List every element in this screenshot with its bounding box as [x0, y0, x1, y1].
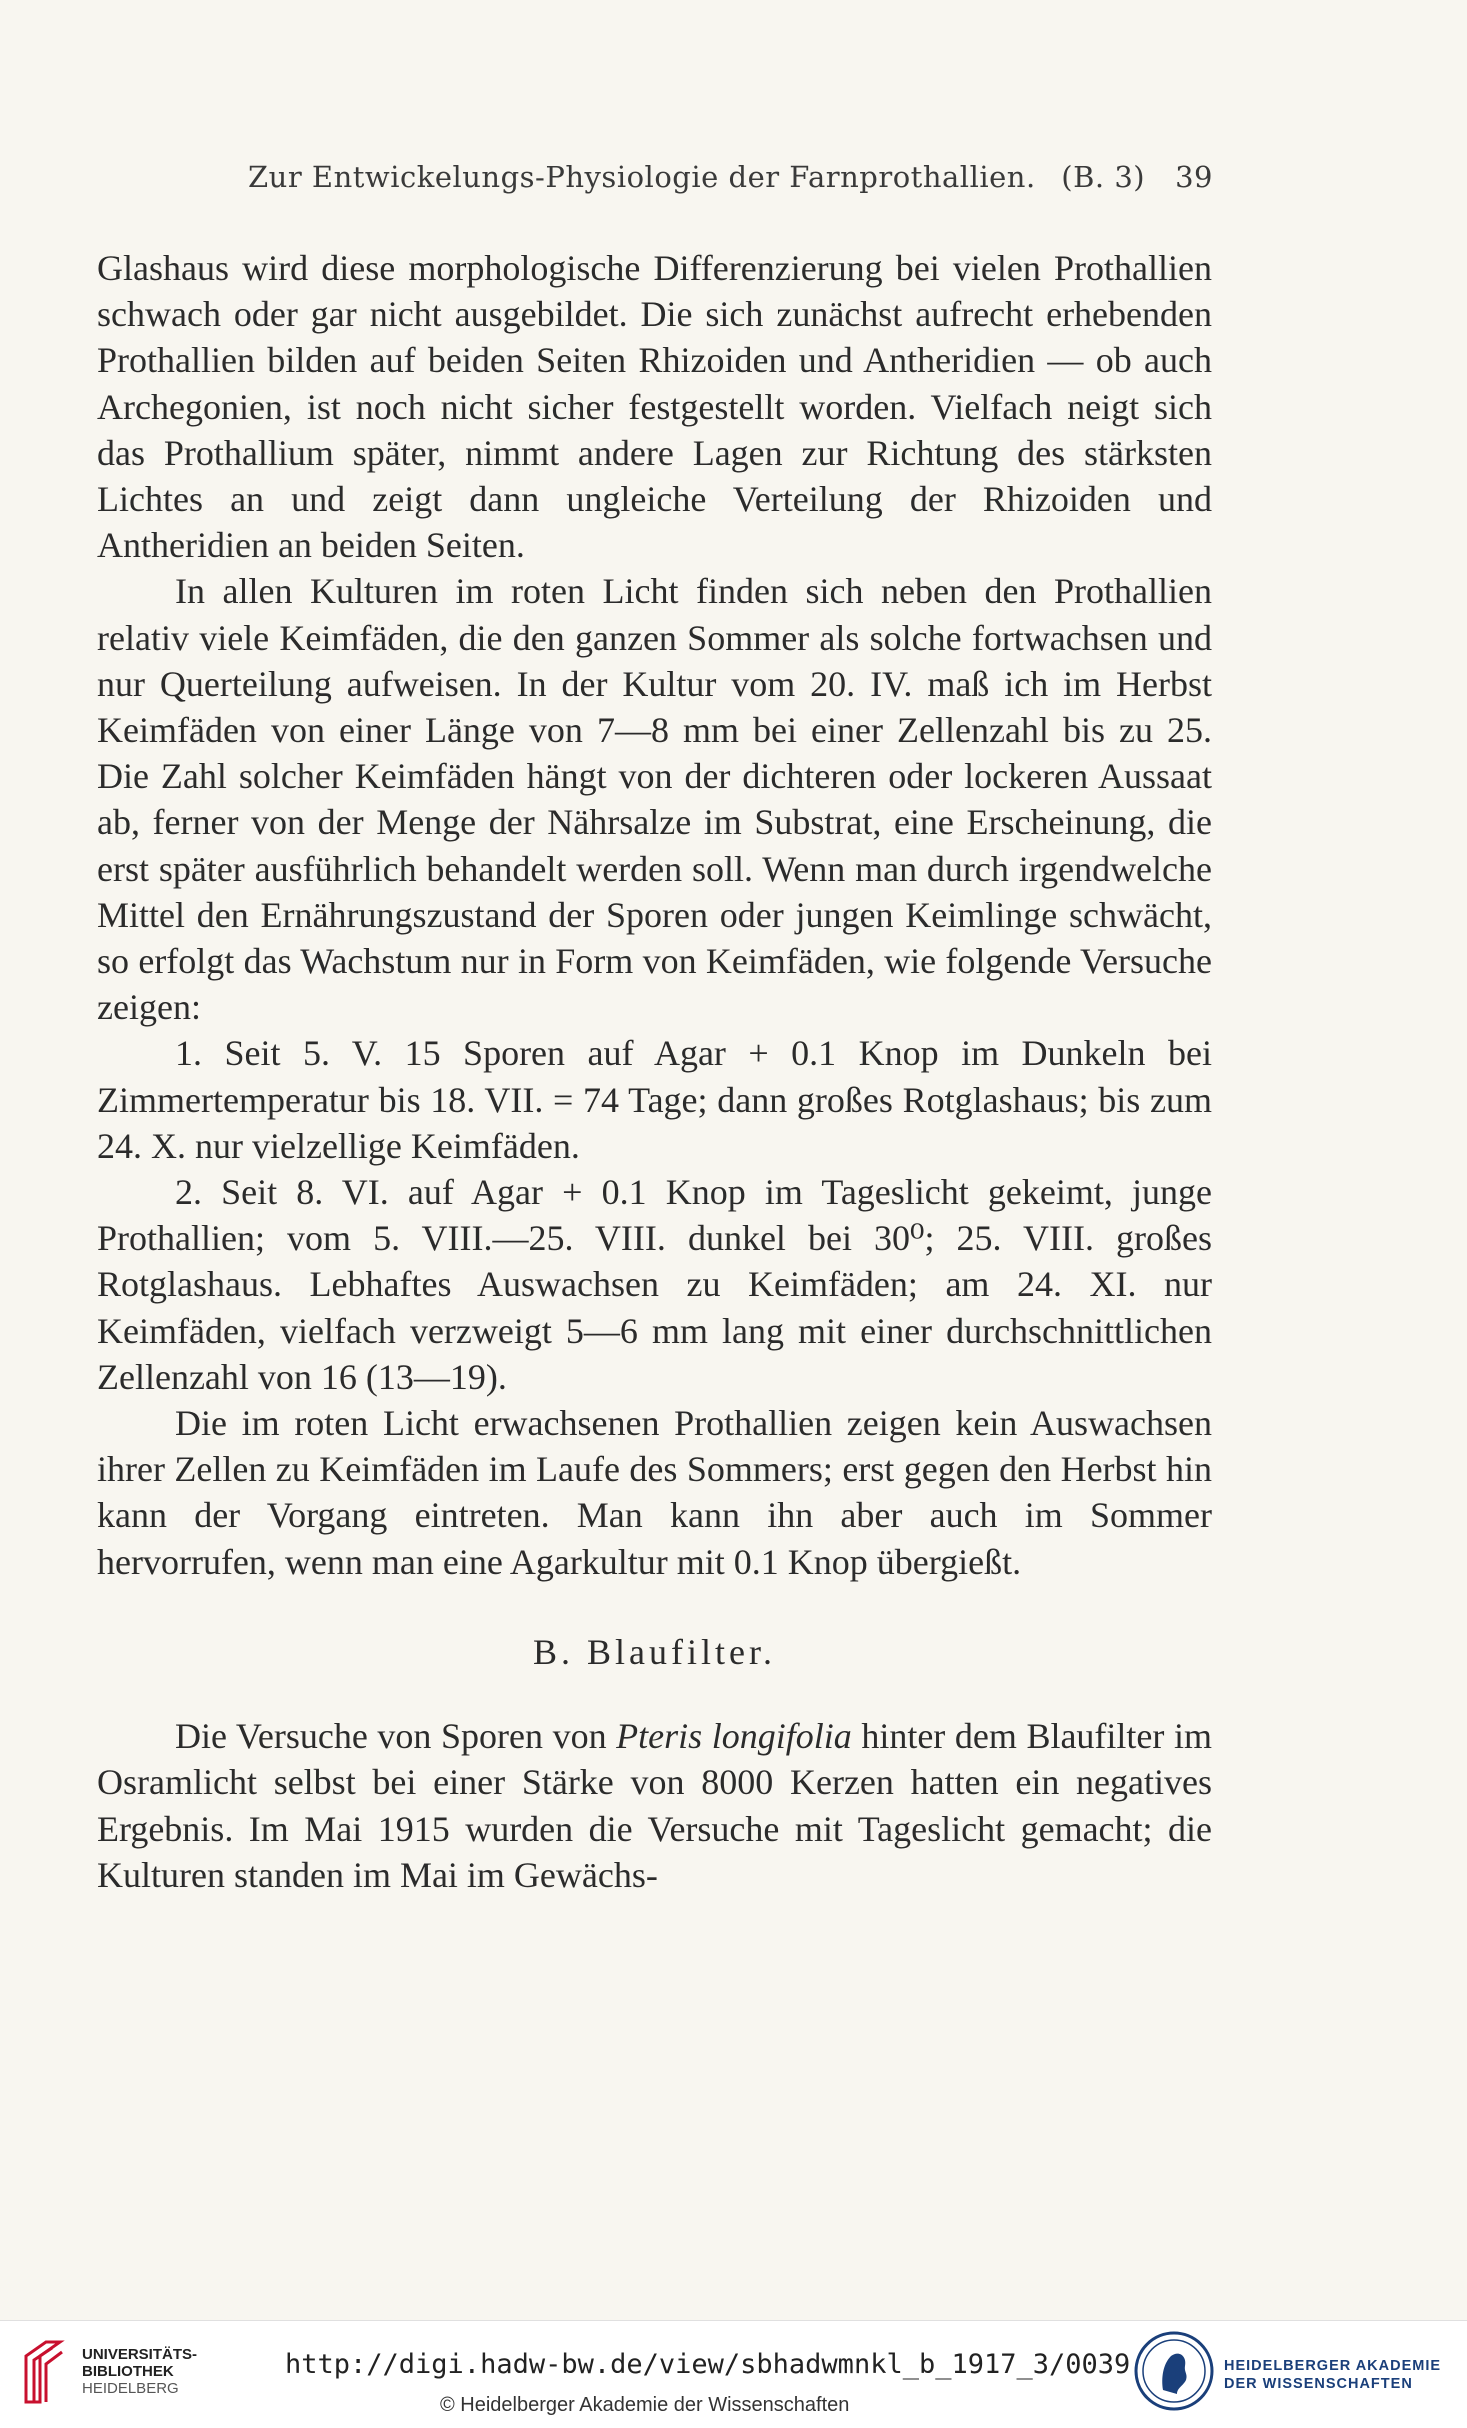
- section-heading: B. Blaufilter.: [533, 1631, 776, 1672]
- ub-line-1: UNIVERSITÄTS-: [82, 2346, 198, 2363]
- ub-line-3: HEIDELBERG: [82, 2380, 179, 2397]
- body-text: [97, 245, 1212, 1898]
- academy-line-2: DER WISSENSCHAFTEN: [1224, 2376, 1413, 2392]
- paragraph-1: Glashaus wird diese morphologische Differenzierung bei vielen Prothallien schwach oder gar nicht ausgebildet. Die sich zunächst aufrecht erhebenden Prothallien bilden auf beiden Seiten Rhizoiden und Antheridien — ob auch Archegonien, ist noch nicht sicher festgestellt worden. Vielfach neigt sich das Prothallium später, nimmt andere Lagen zur Richtung des stärksten Lichtes an und zeigt dann ungleiche Verteilung der Rhizoiden und Antheridien an beiden Seiten.: [97, 248, 1212, 566]
- species-name: Pteris longifolia: [616, 1716, 852, 1757]
- running-head: [248, 160, 1213, 194]
- academy-seal-icon[interactable]: [1133, 2330, 1215, 2412]
- paragraph-6-end: hinter dem Blaufilter im Osramlicht selbst bei einer Stärke von 8000 Kerzen hatten ein negatives Ergebnis. Im Mai 1915 wurden die Versuche mit Tageslicht gemacht; die Kulturen standen im Mai im Gewächs-: [97, 1716, 1212, 1895]
- ub-line-2: BIBLIOTHEK: [82, 2363, 174, 2380]
- running-head-right: [1061, 160, 1213, 194]
- paragraph-experiment-1: 1. Seit 5. V. 15 Sporen auf Agar + 0.1 Knop im Dunkeln bei Zimmertemperatur bis 18. VII. = 74 Tage; dann großes Rotglashaus; bis zum 24. X. nur vielzellige Keimfäden.: [97, 1033, 1212, 1166]
- paragraph-6-start: Die Versuche von Sporen von: [175, 1716, 617, 1757]
- permalink-url[interactable]: http://digi.hadw-bw.de/view/sbhadwmnkl_b_1917_3/0039: [285, 2349, 1131, 2380]
- page-number: 39: [1175, 160, 1213, 194]
- paragraph-6: [97, 1713, 1212, 1898]
- running-title: Zur Entwickelungs-Physiologie der Farnprothallien.: [248, 160, 1036, 194]
- paragraph-experiment-2: 2. Seit 8. VI. auf Agar + 0.1 Knop im Tageslicht gekeimt, junge Prothallien; vom 5. VIII.—25. VIII. dunkel bei 30⁰; 25. VIII. großes Rotglashaus. Lebhaftes Auswachsen zu Keimfäden; am 24. XI. nur Keimfäden, vielfach verzweigt 5—6 mm lang mit einer durchschnittlichen Zellenzahl von 16 (13—19).: [97, 1172, 1212, 1397]
- paragraph-2: In allen Kulturen im roten Licht finden sich neben den Prothallien relativ viele Keimfäden, die den ganzen Sommer als solche fortwachsen und nur Querteilung aufweisen. In der Kultur vom 20. IV. maß ich im Herbst Keimfäden von einer Länge von 7—8 mm bei einer Zellenzahl bis zu 25. Die Zahl solcher Keimfäden hängt von der dichteren oder lockeren Aussaat ab, ferner von der Menge der Nährsalze im Substrat, eine Erscheinung, die erst später ausführlich behandelt werden soll. Wenn man durch irgendwelche Mittel den Ernährungszustand der Sporen oder jungen Keimlinge schwächt, so erfolgt das Wachstum nur in Form von Keimfäden, wie folgende Versuche zeigen:: [97, 571, 1212, 1028]
- paragraph-5: Die im roten Licht erwachsenen Prothallien zeigen kein Auswachsen ihrer Zellen zu Keimfäden im Laufe des Sommers; erst gegen den Herbst hin kann der Vorgang eintreten. Man kann ihn aber auch im Sommer hervorrufen, wenn man eine Agarkultur mit 0.1 Knop übergießt.: [97, 1403, 1212, 1582]
- university-library-logo-icon[interactable]: [16, 2338, 68, 2404]
- university-library-name: [82, 2346, 197, 2397]
- section-reference: (B. 3): [1061, 160, 1146, 194]
- copyright-notice: © Heidelberger Akademie der Wissenschaften: [440, 2394, 850, 2416]
- academy-name: [1224, 2357, 1441, 2393]
- academy-line-1: HEIDELBERGER AKADEMIE: [1224, 2358, 1442, 2374]
